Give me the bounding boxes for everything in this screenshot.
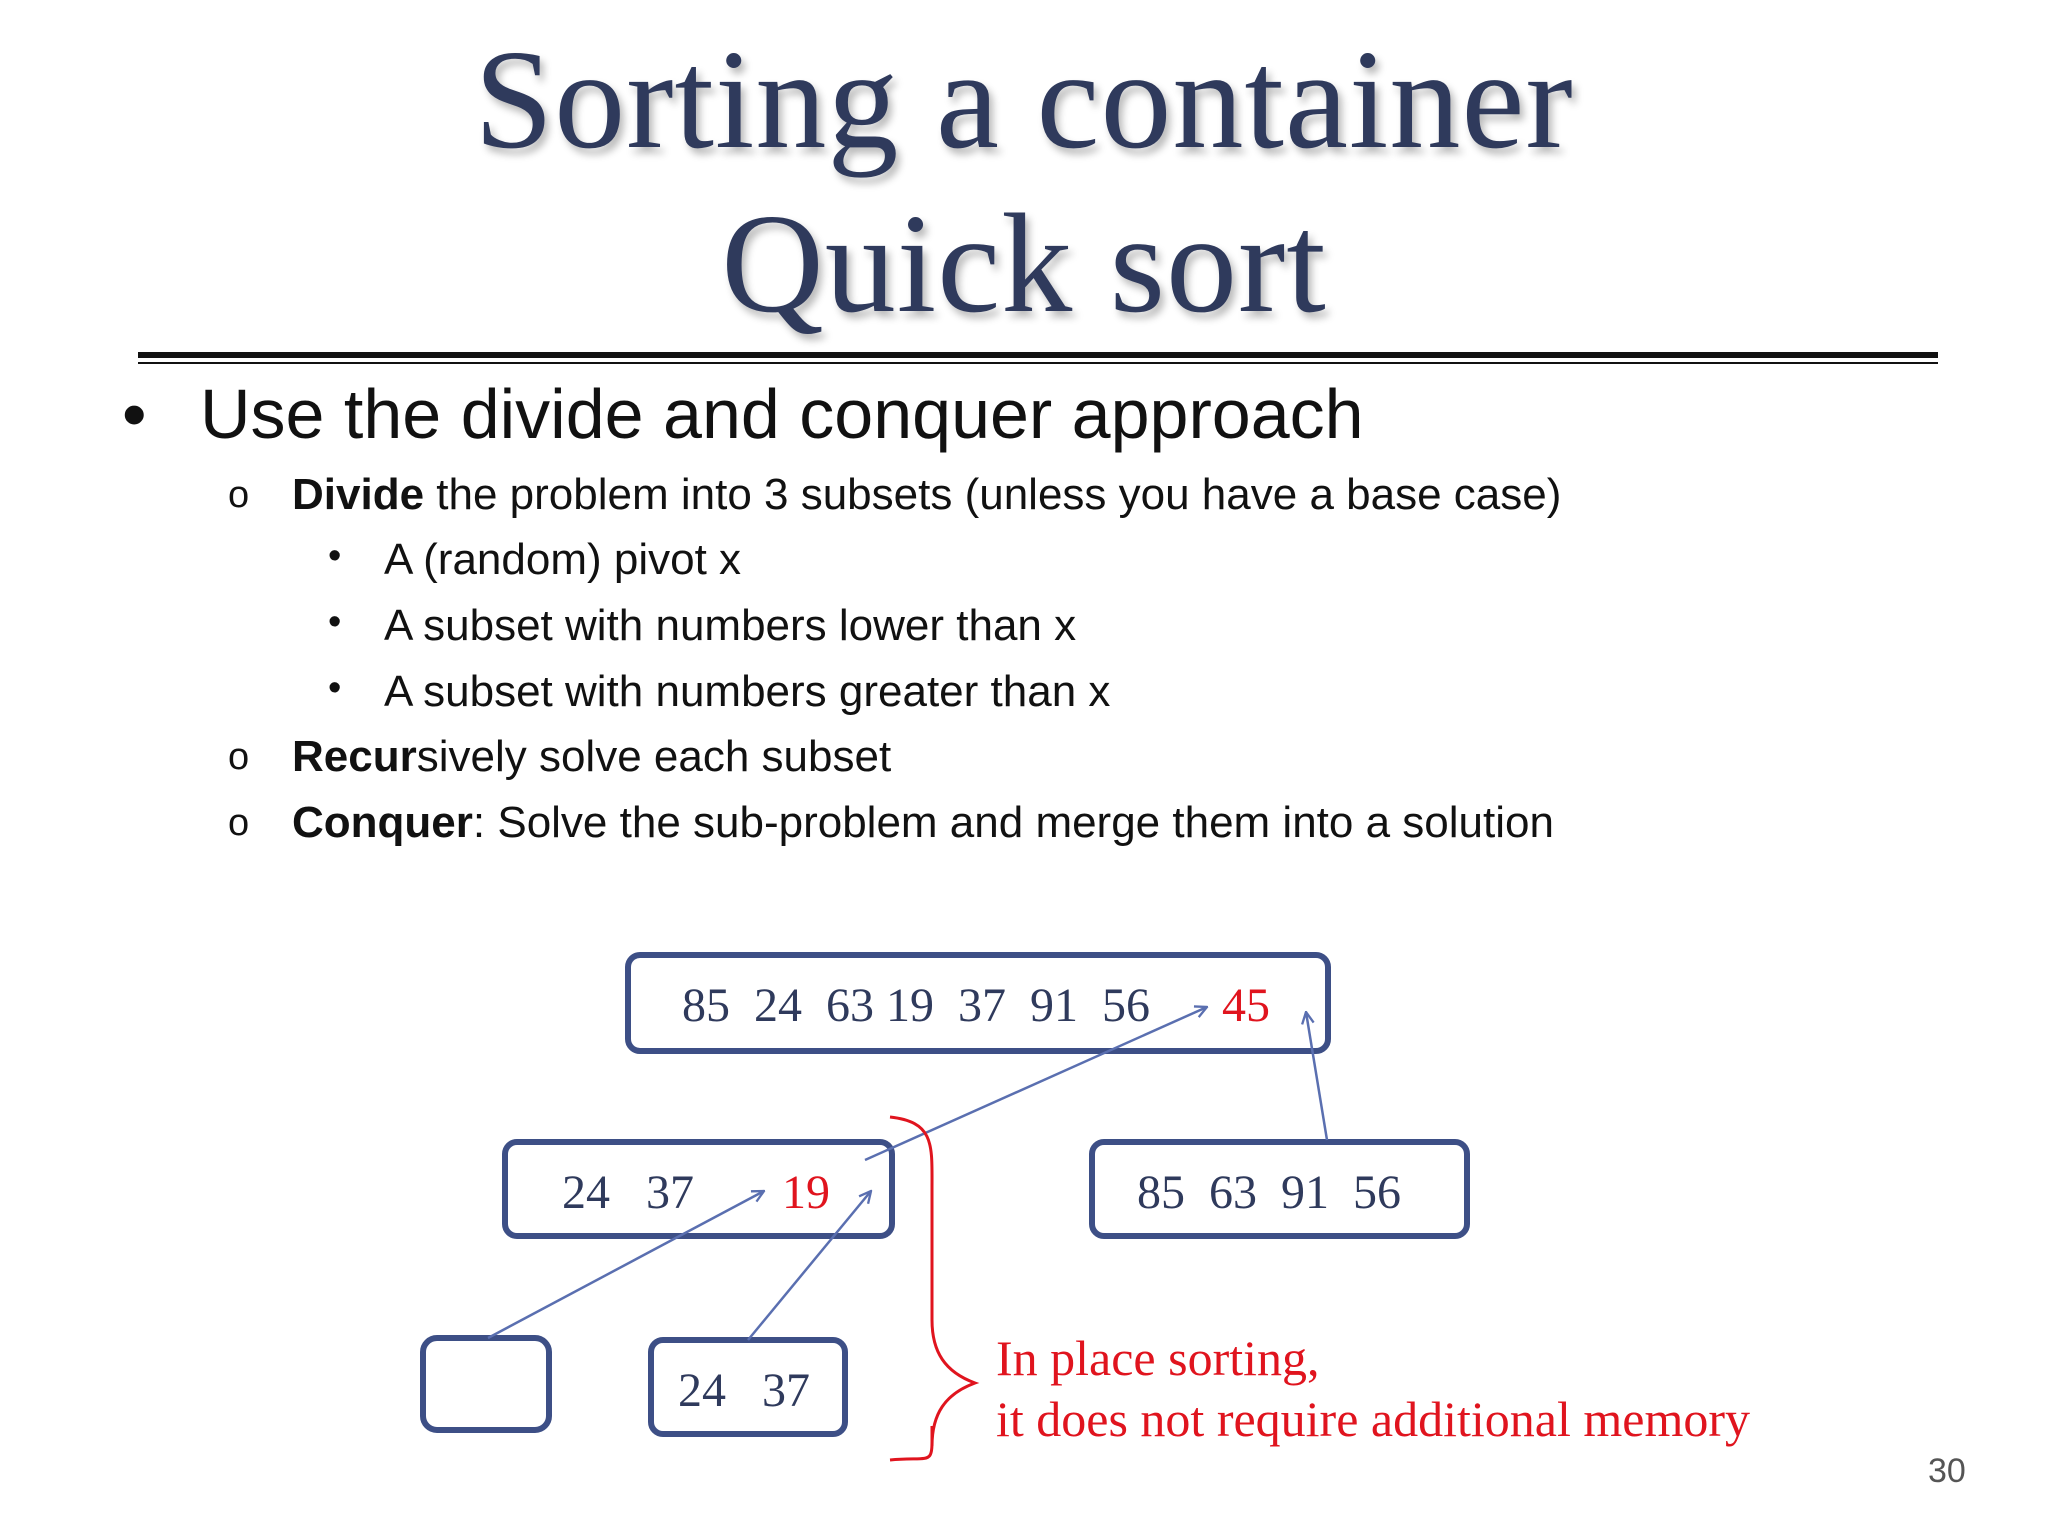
in-place-note-line1: In place sorting, [996,1330,1320,1386]
bullet-circle-icon: o [228,474,250,516]
left-subset-values: 24 37 [562,1166,694,1219]
slide-title-line1: Sorting a container [474,20,1574,178]
bullet-circle-icon: o [228,736,250,778]
recur-text: sively solve each subset [416,732,892,781]
bullet-dot-icon: • [328,535,342,577]
leaf-subset-values: 24 37 [678,1364,810,1417]
divide-text: the problem into 3 subsets (unless you have a base case) [424,470,1562,519]
recur-bold: Recur [292,732,417,781]
top-pivot: 45 [1222,979,1270,1032]
top-array-values: 85 24 63 19 37 91 56 [682,979,1150,1032]
left-pivot: 19 [782,1166,830,1219]
right-subset-values: 85 63 91 56 [1137,1166,1401,1219]
conquer-text: : Solve the sub-problem and merge them into a solution [472,798,1554,847]
red-brace-icon [890,1117,975,1460]
sub-bullet-lower-text: A subset with numbers lower than x [384,601,1077,650]
bullet-dot-icon: • [328,601,342,643]
in-place-note-line2: it does not require additional memory [996,1391,1750,1447]
bullet-dot-icon: • [122,375,147,453]
empty-leaf-box [423,1338,549,1430]
sub-bullet-greater-text: A subset with numbers greater than x [384,667,1111,716]
divide-bold: Divide [292,470,425,519]
slide-title-line2: Quick sort [721,184,1327,342]
sub-bullet-pivot-text: A (random) pivot x [384,535,742,584]
page-number: 30 [1928,1452,1966,1490]
conquer-bold: Conquer [292,798,473,847]
svg-text:85 24 63 19 37 91 56 [0,979,1186,1032]
bullet-dot-icon: • [328,667,342,709]
bullet-circle-icon: o [228,802,250,844]
bullet-main-text: Use the divide and conquer approach [200,375,1364,453]
